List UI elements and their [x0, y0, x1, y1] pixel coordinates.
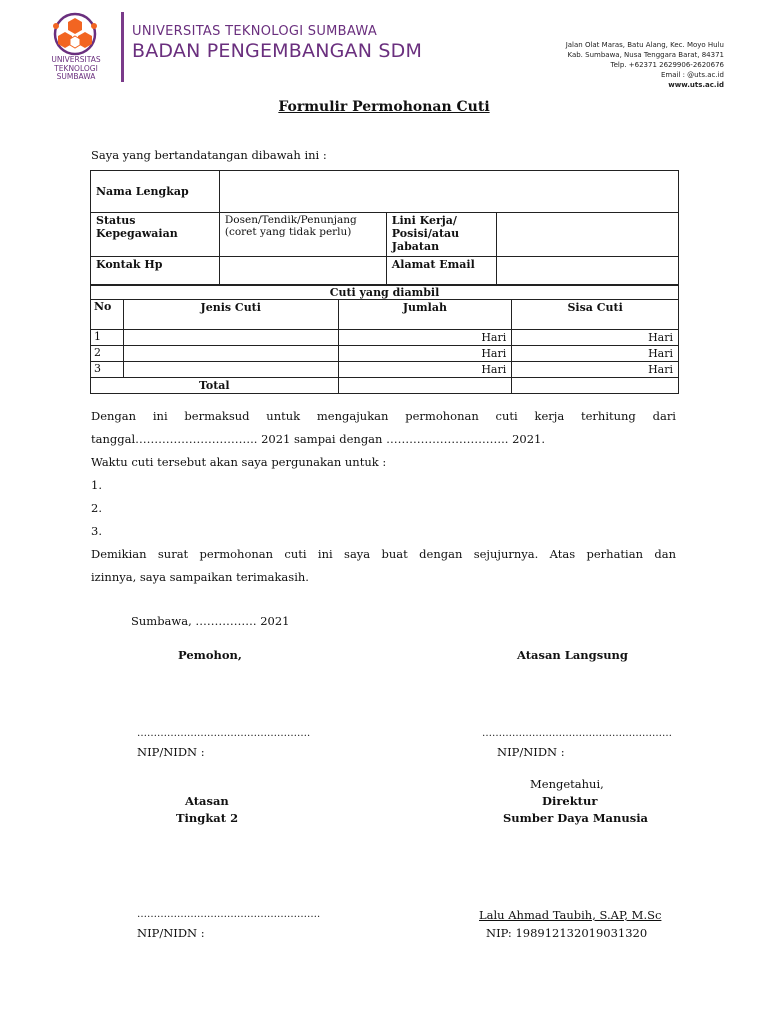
nip-label: NIP/NIDN : [137, 926, 205, 940]
identity-table [90, 170, 679, 285]
atasan-label: Atasan [185, 794, 229, 808]
col-sisa: Sisa Cuti [512, 300, 679, 330]
col-jumlah: Jumlah [338, 300, 512, 330]
intro-text: Saya yang bertandatangan dibawah ini : [91, 148, 327, 162]
body-text: Dengan ini bermaksud untuk mengajukan permohonan cuti kerja terhitung dari tanggal………………………….. 2021 sampai dengan ………………………….. 2021. Waktu cuti tersebut akan saya pergunakan untuk : 1. 2. 3. Demikian surat permohonan cuti ini saya buat dengan sejujurnya. Atas perhatian dan izinnya, saya sampaikan terimakasih. [91, 409, 676, 584]
mengetahui-label: Mengetahui, [530, 777, 604, 791]
status-value: Dosen/Tendik/Penunjang (coret yang tidak perlu) [219, 213, 386, 257]
university-name: UNIVERSITAS TEKNOLOGI SUMBAWA [132, 24, 378, 39]
col-jenis: Jenis Cuti [123, 300, 338, 330]
total-label: Total [91, 378, 339, 394]
email-field[interactable] [496, 257, 678, 285]
total-jumlah-field[interactable] [338, 378, 512, 394]
nip-label: NIP/NIDN : [497, 745, 565, 759]
table-row: 2 Hari Hari [91, 346, 679, 362]
atasan-langsung-label: Atasan Langsung [517, 648, 628, 662]
email-label: Alamat Email [386, 257, 496, 285]
total-sisa-field[interactable] [512, 378, 679, 394]
lini-label: Lini Kerja/ Posisi/atau Jabatan [386, 213, 496, 257]
pemohon-label: Pemohon, [178, 648, 242, 662]
table-row: 3 Hari Hari [91, 362, 679, 378]
lini-field[interactable] [496, 213, 678, 257]
tingkat2-label: Tingkat 2 [176, 811, 239, 825]
kontak-label: Kontak Hp [91, 257, 220, 285]
status-label: Status Kepegawaian [91, 213, 220, 257]
nip-label: NIP/NIDN : [137, 745, 205, 759]
table-row: 1 Hari Hari [91, 330, 679, 346]
form-title: Formulir Permohonan Cuti [278, 99, 490, 115]
logo-wordmark: UNIVERSITAS TEKNOLOGI SUMBAWA [51, 55, 101, 81]
jenis-field[interactable] [123, 362, 338, 378]
col-no: No [91, 300, 124, 330]
sdm-label: Sumber Daya Manusia [503, 811, 649, 825]
direktur-label: Direktur [542, 794, 598, 808]
signature-line: ……………………………………………. [137, 728, 311, 739]
jenis-field[interactable] [123, 330, 338, 346]
kontak-field[interactable] [219, 257, 386, 285]
department-name: BADAN PENGEMBANGAN SDM [132, 40, 423, 62]
signature-line: ………………………………………………… [482, 728, 672, 739]
nama-label: Nama Lengkap [91, 171, 220, 213]
leave-table [90, 285, 679, 394]
director-name: Lalu Ahmad Taubih, S.AP, M.Sc [479, 908, 662, 922]
signature-line: ………………………………………………. [137, 909, 321, 920]
jenis-field[interactable] [123, 346, 338, 362]
address-block: Jalan Olat Maras, Batu Alang, Kec. Moyo Hulu Kab. Sumbawa, Nusa Tenggara Barat, 84371 Telp. +62371 2629906-2620676 Email : @uts.ac.id www.uts.ac.id [565, 41, 724, 89]
place-date: Sumbawa, ……………. 2021 [131, 614, 290, 628]
nama-field[interactable] [219, 171, 678, 213]
total-row [91, 378, 679, 394]
leave-caption: Cuti yang diambil [91, 286, 679, 300]
header-divider [121, 12, 124, 82]
director-nip: NIP: 198912132019031320 [486, 926, 648, 940]
